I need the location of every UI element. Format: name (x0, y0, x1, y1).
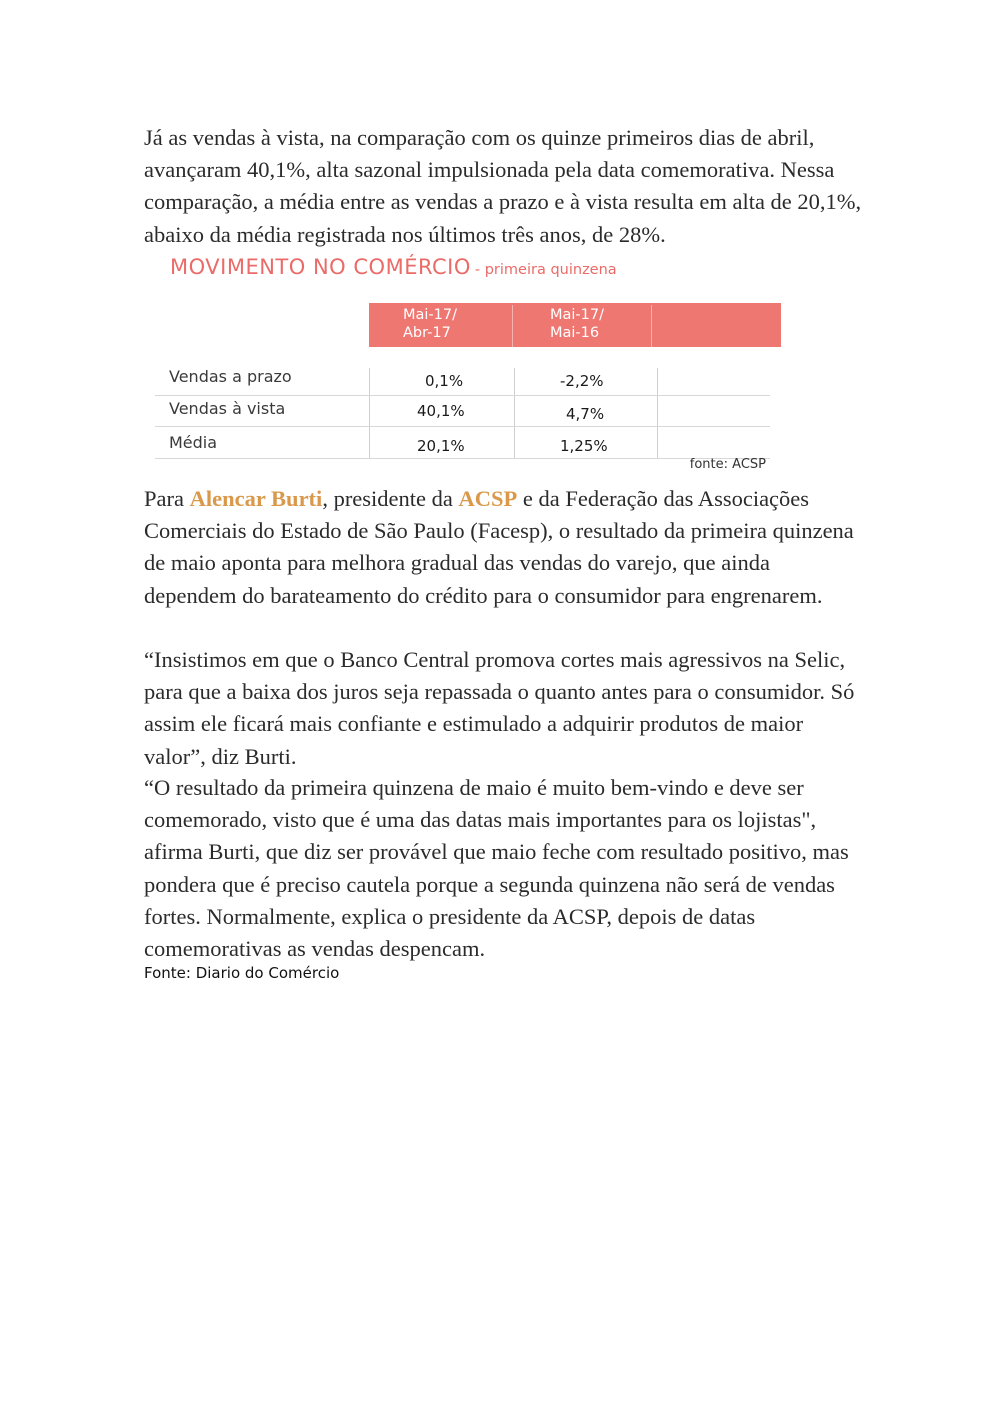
cell-media-mes: 20,1% (417, 437, 465, 455)
table-column-divider (514, 368, 515, 458)
table-column-divider (369, 368, 370, 458)
table-row-divider (155, 458, 770, 459)
column-header-line: Mai-16 (550, 325, 600, 341)
paragraph-quote-resultado: “O resultado da primeira quinzena de maio é muito bem-vindo e deve ser comemorado, visto que é uma das datas mais importantes para os lojistas", afirma Burti, que diz ser provável que maio feche com resultado positivo, mas pondera que é preciso cautela porque a segunda quinzena não será de vendas fortes. Normalmente, explica o presidente da ACSP, depois de datas comemorativas as vendas despencam. (144, 775, 849, 962)
source-line: Fonte: Diario do Comércio (144, 964, 340, 982)
column-header-line: Mai-17/ (550, 307, 604, 323)
figure-title (170, 255, 617, 279)
movimento-comercio-figure (150, 252, 780, 480)
column-header-mai17-abr17 (403, 306, 457, 342)
paragraph-alencar-burti (144, 483, 864, 612)
paragraph-vendas-a-vista: Já as vendas à vista, na comparação com os quinze primeiros dias de abril, avançaram 40,1%, alta sazonal impulsionada pela data comemorativa. Nessa comparação, a média entre as vendas a prazo e à vista resulta em alta de 20,1%, abaixo da média registrada nos últimos três anos, de 28%. (144, 125, 862, 247)
header-separator (651, 305, 652, 347)
column-header-mai17-mai16 (550, 306, 604, 342)
table-row-divider (155, 426, 770, 427)
row-label-vendas-a-vista: Vendas à vista (169, 399, 286, 418)
figure-source: fonte: ACSP (689, 457, 766, 472)
cell-vista-ano: 4,7% (566, 405, 605, 423)
cell-prazo-ano: -2,2% (560, 372, 604, 390)
paragraph-text: , presidente da (322, 486, 459, 511)
table-row-divider (155, 395, 770, 396)
row-label-media: Média (169, 433, 218, 452)
cell-media-ano: 1,25% (560, 437, 608, 455)
paragraph-quote-selic: “Insistimos em que o Banco Central promova cortes mais agressivos na Selic, para que a baixa dos juros seja repassada o quanto antes para o consumidor. Só assim ele ficará mais confiante e estimulado a adquirir produtos de maior valor”, diz Burti. (144, 647, 855, 769)
table-column-divider (657, 368, 658, 458)
row-label-vendas-a-prazo: Vendas a prazo (169, 367, 292, 386)
person-name-link[interactable]: Alencar Burti (189, 486, 323, 511)
paragraph-text: Para (144, 486, 190, 511)
paragraph-text: e da Federação das Associações Comerciais do Estado de São Paulo (Facesp), o resultado da primeira quinzena de maio aponta para melhora gradual das vendas do varejo, que ainda dependem do barateamento do crédito para o consumidor para engrenarem. (144, 486, 854, 608)
column-header-line: Abr-17 (403, 325, 451, 341)
cell-prazo-mes: 0,1% (425, 372, 464, 390)
column-header-line: Mai-17/ (403, 307, 457, 323)
figure-subtitle: - primeira quinzena (474, 262, 617, 278)
organization-link[interactable]: ACSP (458, 486, 518, 511)
figure-title-text: MOVIMENTO NO COMÉRCIO (170, 255, 471, 279)
cell-vista-mes: 40,1% (417, 402, 465, 420)
header-separator (512, 305, 513, 347)
